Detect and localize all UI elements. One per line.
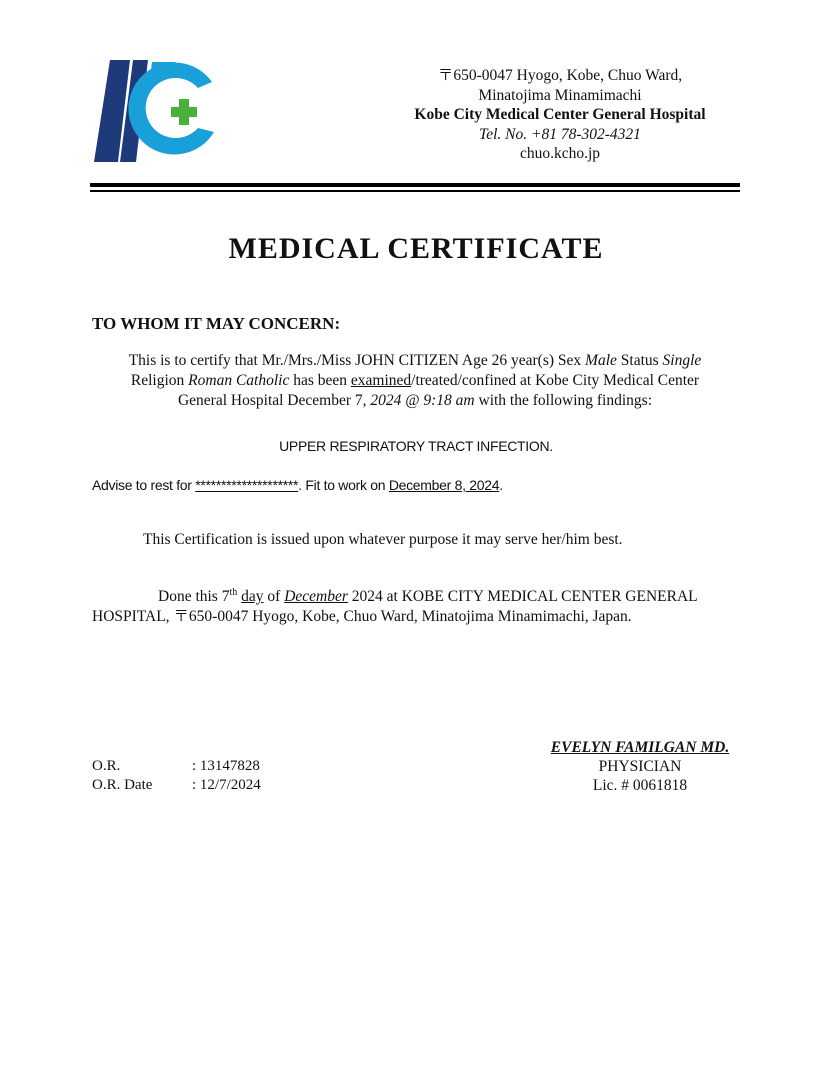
rest-duration: ******************** xyxy=(195,477,299,493)
certification-paragraph xyxy=(90,351,740,411)
done-text-3: of xyxy=(263,588,285,605)
telephone: Tel. No. +81 78-302-4321 xyxy=(479,125,641,143)
hospital-address-block xyxy=(340,66,780,164)
signature-block xyxy=(520,738,760,795)
or-label: O.R. xyxy=(92,758,121,774)
hospital-name: Kobe City Medical Center General Hospital xyxy=(414,106,706,123)
or-date-value: : 12/7/2024 xyxy=(192,777,261,793)
patient-religion: Roman Catholic xyxy=(188,372,290,389)
ordinal-suffix: th xyxy=(229,586,238,598)
hospital-logo xyxy=(90,54,240,166)
advise-line xyxy=(92,477,503,493)
certify-text-4: has been xyxy=(289,372,351,389)
website: chuo.kcho.jp xyxy=(519,145,601,162)
advise-middle: . Fit to work on xyxy=(298,477,389,493)
document-title: MEDICAL CERTIFICATE xyxy=(228,232,604,265)
advise-prefix: Advise to rest for xyxy=(92,477,196,493)
done-text-1: Done this 7 xyxy=(158,588,230,605)
diagnosis-findings: UPPER RESPIRATORY TRACT INFECTION. xyxy=(279,438,553,454)
or-date-label: O.R. Date xyxy=(92,777,153,793)
salutation: TO WHOM IT MAY CONCERN: xyxy=(92,314,341,333)
exam-datetime: 2024 @ 9:18 am xyxy=(370,392,475,409)
physician-name: EVELYN FAMILGAN MD. xyxy=(550,739,730,756)
certify-text-7: with the following findings: xyxy=(474,392,653,409)
done-month: December xyxy=(284,588,348,605)
done-line-2: HOSPITAL, 〒650-0047 Hyogo, Kobe, Chuo Ward, Minatojima Minamimachi, Japan. xyxy=(92,608,632,625)
examined-word: examined xyxy=(350,372,412,389)
physician-role: PHYSICIAN xyxy=(598,758,682,775)
done-paragraph xyxy=(92,587,742,627)
advise-suffix: . xyxy=(499,477,503,493)
logo-cross-horizontal xyxy=(171,107,197,117)
fit-to-work-date: December 8, 2024 xyxy=(388,477,500,493)
official-receipt-block xyxy=(92,757,261,795)
patient-sex: Male xyxy=(585,352,617,369)
or-number-row xyxy=(92,757,261,776)
header-rule-thick xyxy=(90,183,740,187)
certify-text-5: /treated/confined at Kobe City Medical Center xyxy=(411,372,700,389)
or-date-row xyxy=(92,776,261,795)
day-word: day xyxy=(241,588,264,605)
done-text-4: 2024 at KOBE CITY MEDICAL CENTER GENERAL xyxy=(347,588,698,605)
or-value: : 13147828 xyxy=(192,758,260,774)
issuance-statement: This Certification is issued upon whatever purpose it may serve her/him best. xyxy=(143,531,623,548)
patient-status: Single xyxy=(662,352,702,369)
header-rule-thin xyxy=(90,190,740,192)
certify-text-1: This is to certify that Mr./Mrs./Miss JOHN CITIZEN Age 26 year(s) Sex xyxy=(128,352,586,369)
address-line-2: Minatojima Minamimachi xyxy=(478,86,642,104)
certify-text-2: Status xyxy=(616,352,663,369)
address-line-1: 〒650-0047 Hyogo, Kobe, Chuo Ward, xyxy=(437,67,683,84)
certify-text-3: Religion xyxy=(130,372,189,389)
physician-license: Lic. # 0061818 xyxy=(592,777,688,794)
done-line-1 xyxy=(92,587,742,607)
certify-text-6: General Hospital December 7, xyxy=(177,392,371,409)
